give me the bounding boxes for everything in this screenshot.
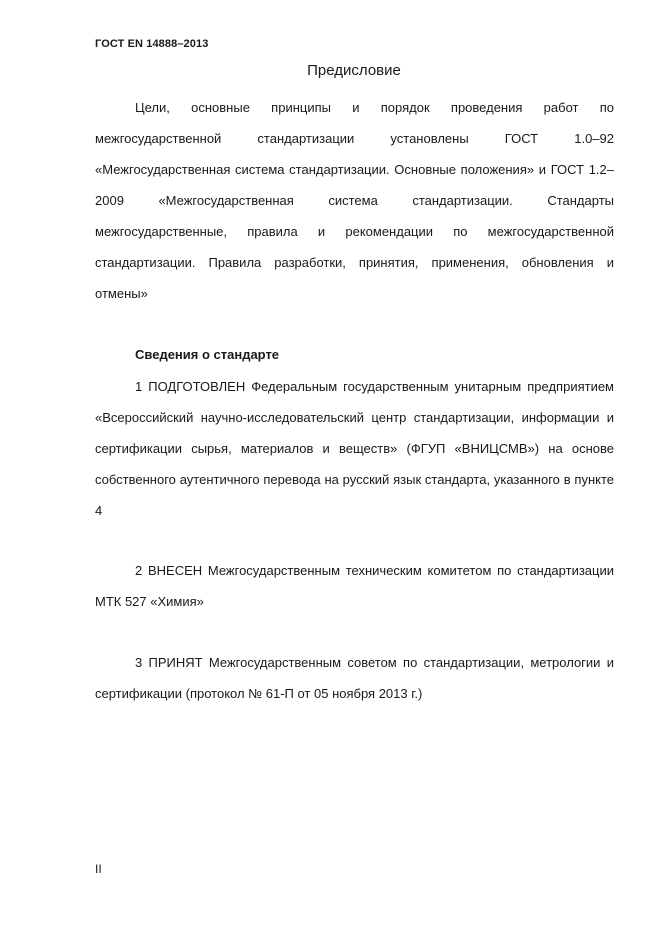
- section-item-3-text: 3 ПРИНЯТ Межгосударственным советом по стандартизации, метрологии и сертификации (протокол № 61-П от 05 ноября 2013 г.): [95, 655, 614, 701]
- section-item-2-text: 2 ВНЕСЕН Межгосударственным техническим комитетом по стандартизации МТК 527 «Химия»: [95, 563, 614, 609]
- intro-paragraph: [95, 92, 614, 309]
- section-item-2: [95, 555, 614, 617]
- page-number: II: [95, 862, 102, 876]
- section-heading: Сведения о стандарте: [135, 347, 280, 362]
- page-title: Предисловие: [307, 62, 401, 79]
- section-item-1-text: 1 ПОДГОТОВЛЕН Федеральным государственным унитарным предприятием «Всероссийский научно-исследовательский центр стандартизации, информации и сертификации сырья, материалов и веществ» (ФГУП «ВНИЦСМВ») на основе собственного аутентичного перевода на русский язык стандарта, указанного в пункте 4: [95, 379, 614, 518]
- section-item-3: [95, 647, 614, 709]
- document-code-header: ГОСТ EN 14888–2013: [95, 38, 209, 50]
- intro-paragraph-text: Цели, основные принципы и порядок проведения работ по межгосударственной стандартизации установлены ГОСТ 1.0–92 «Межгосударственная система стандартизации. Основные положения» и ГОСТ 1.2–2009 «Межгосударственная система стандартизации. Стандарты межгосударственные, правила и рекомендации по межгосударственной стандартизации. Правила разработки, принятия, применения, обновления и отмены»: [95, 100, 614, 301]
- section-item-1: [95, 371, 614, 526]
